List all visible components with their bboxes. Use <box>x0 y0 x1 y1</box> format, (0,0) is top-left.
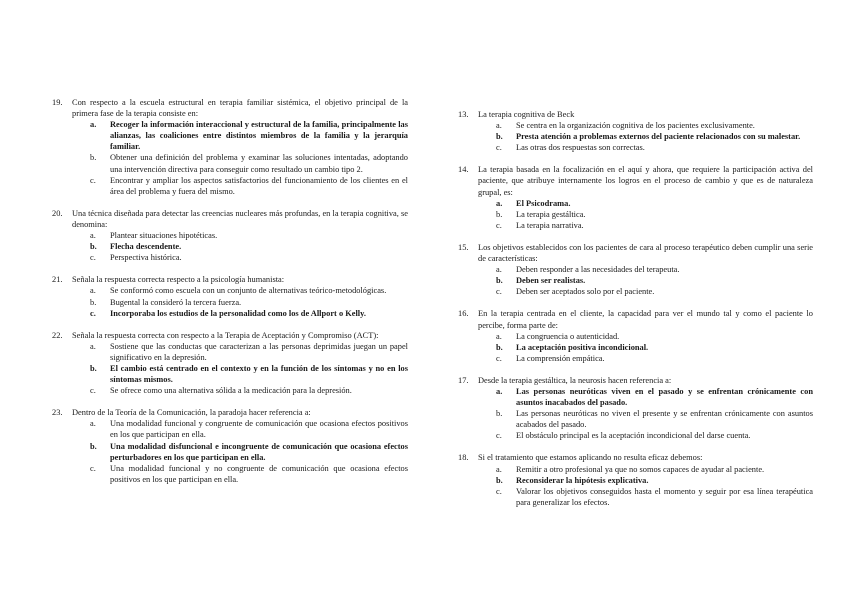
answer-options <box>72 341 408 396</box>
answer-option <box>496 264 813 275</box>
question <box>52 97 408 197</box>
answer-option-correct <box>496 275 813 286</box>
answer-options <box>478 331 813 364</box>
option-text: Deben ser aceptados solo por el paciente. <box>516 287 655 297</box>
question-number: 19. <box>52 98 63 107</box>
option-text: Deben responder a las necesidades del terapeuta. <box>516 265 680 275</box>
option-letter: c. <box>90 463 96 473</box>
question-text: La terapia basada en la focalización en el aquí y ahora, que requiere la participación activa del paciente, que atribuye internamente los logros en el proceso de cambio y que es de naturaleza grupal, es: <box>478 165 813 197</box>
option-text: Perspectiva histórica. <box>110 253 182 263</box>
option-text: Se conformó como escuela con un conjunto de alternativas teórico-metodológicas. <box>110 286 387 296</box>
question-text: En la terapia centrada en el cliente, la capacidad para ver el mundo tal y como el paciente lo percibe, forma parte de: <box>478 309 813 330</box>
option-letter: b. <box>90 242 97 252</box>
option-text: Valorar los objetivos conseguidos hasta el momento y seguir por esa línea terapéutica para generalizar los efectos. <box>516 486 813 507</box>
question-text: La terapia cognitiva de Beck <box>478 110 575 119</box>
option-text: Recoger la información interaccional y estructural de la familia, principalmente las alianzas, las coaliciones entre distintos miembros de la familia y la jerarquía familiar. <box>110 120 408 152</box>
question-number: 20. <box>52 208 63 218</box>
answer-option-correct <box>496 131 813 142</box>
option-text: La terapia narrativa. <box>516 220 584 230</box>
right-column <box>458 109 813 519</box>
option-text: Presta atención a problemas externos del paciente relacionados con su malestar. <box>516 132 801 142</box>
option-text: El Psicodrama. <box>516 198 571 208</box>
option-letter: b. <box>496 475 503 485</box>
option-text: La congruencia o autenticidad. <box>516 331 620 341</box>
option-text: Bugental la consideró la tercera fuerza. <box>110 297 242 307</box>
option-letter: a. <box>90 419 96 429</box>
option-letter: a. <box>496 386 503 396</box>
question-text: Con respecto a la escuela estructural en terapia familiar sistémica, el objetivo principal de la primera fase de la terapia consiste en: <box>72 98 408 119</box>
option-letter: c. <box>90 308 96 318</box>
answer-option-correct <box>496 198 813 209</box>
question-text: Una técnica diseñada para detectar las creencias nucleares más profundas, en la terapia cognitiva, se denomina: <box>72 208 408 229</box>
option-text: Las personas neuróticas no viven el presente y se enfrentan crónicamente con asuntos acabados del pasado. <box>516 409 813 430</box>
option-letter: c. <box>496 431 502 441</box>
question <box>458 375 813 442</box>
option-text: La comprensión empática. <box>516 353 605 363</box>
answer-option <box>496 331 813 342</box>
answer-option <box>90 463 408 485</box>
question-number: 14. <box>458 165 469 175</box>
option-letter: a. <box>496 198 503 208</box>
option-letter: c. <box>496 220 502 230</box>
answer-option <box>90 418 408 440</box>
question <box>458 452 813 507</box>
answer-options <box>72 418 408 485</box>
option-text: Incorporaba los estudios de la personalidad como los de Allport o Kelly. <box>110 308 366 318</box>
option-text: Plantear situaciones hipotéticas. <box>110 231 218 241</box>
answer-option <box>90 252 408 263</box>
answer-option <box>496 486 813 508</box>
question <box>458 164 813 231</box>
option-letter: b. <box>90 153 97 163</box>
answer-option-correct <box>496 386 813 408</box>
option-letter: a. <box>496 121 502 131</box>
option-text: Reconsiderar la hipótesis explicativa. <box>516 475 649 485</box>
question <box>52 208 408 263</box>
answer-option <box>90 297 408 308</box>
option-text: Remitir a otro profesional ya que no somos capaces de ayudar al paciente. <box>516 464 765 474</box>
option-text: Se centra en la organización cognitiva de los pacientes exclusivamente. <box>516 121 755 131</box>
answer-options <box>72 119 408 197</box>
answer-option <box>90 385 408 396</box>
option-letter: b. <box>496 342 503 352</box>
answer-options <box>478 464 813 508</box>
option-letter: b. <box>90 363 97 373</box>
question <box>458 242 813 297</box>
option-letter: b. <box>496 276 503 286</box>
question-text: Señala la respuesta correcta respecto a la psicología humanista: <box>72 275 285 285</box>
option-letter: b. <box>496 209 503 219</box>
option-text: Flecha descendente. <box>110 242 182 252</box>
answer-option-correct <box>90 241 408 252</box>
answer-options <box>478 120 813 153</box>
answer-option <box>496 408 813 430</box>
option-text: El obstáculo principal es la aceptación incondicional del darse cuenta. <box>516 431 751 441</box>
option-letter: c. <box>496 486 502 496</box>
option-text: Se ofrece como una alternativa sólida a la medicación para la depresión. <box>110 386 352 396</box>
option-text: El cambio está centrado en el contexto y en la función de los síntomas y no en los síntomas mismos. <box>110 363 408 385</box>
question-number: 15. <box>458 242 469 252</box>
question <box>458 308 813 363</box>
option-letter: a. <box>90 120 97 130</box>
question-text: Si el tratamiento que estamos aplicando no resulta eficaz debemos: <box>478 453 703 463</box>
question-text: Desde la terapia gestáltica, la neurosis hacen referencia a: <box>478 375 672 385</box>
question-text: Los objetivos establecidos con los pacientes de cara al proceso terapéutico deben cumplir una serie de características: <box>478 242 813 264</box>
answer-option-correct <box>90 119 408 152</box>
question-number: 13. <box>458 110 469 119</box>
option-text: Deben ser realistas. <box>516 276 586 286</box>
question <box>52 407 408 485</box>
option-text: Obtener una definición del problema y examinar las soluciones intentadas, adoptando una intervención directiva para conseguir como resultado un cambio tipo 2. <box>110 153 408 174</box>
answer-options <box>478 198 813 231</box>
option-letter: a. <box>90 341 96 351</box>
answer-option-correct <box>90 441 408 463</box>
option-text: La terapia gestáltica. <box>516 209 586 219</box>
option-text: Sostiene que las conductas que caracterizan a las personas deprimidas juegan un papel significativo en la depresión. <box>110 341 408 362</box>
question <box>52 330 408 397</box>
option-letter: a. <box>496 331 502 341</box>
answer-option-correct <box>496 342 813 353</box>
answer-option-correct <box>90 308 408 319</box>
answer-options <box>72 285 408 318</box>
option-letter: c. <box>496 143 502 153</box>
question-number: 16. <box>458 309 469 319</box>
answer-option <box>90 152 408 174</box>
option-text: Las otras dos respuestas son correctas. <box>516 143 645 153</box>
option-text: Una modalidad funcional y no congruente de comunicación que ocasiona efectos positivos en los que participan en ella. <box>110 463 408 484</box>
option-letter: c. <box>496 287 502 297</box>
question <box>458 109 813 153</box>
answer-options <box>72 230 408 263</box>
option-letter: c. <box>90 386 96 396</box>
answer-option <box>496 464 813 475</box>
option-letter: c. <box>90 253 96 263</box>
option-letter: a. <box>496 265 502 275</box>
option-text: La aceptación positiva incondicional. <box>516 342 649 352</box>
option-letter: b. <box>496 409 503 419</box>
answer-option <box>90 341 408 363</box>
answer-option <box>496 430 813 441</box>
question-number: 23. <box>52 408 63 418</box>
option-letter: c. <box>496 353 502 363</box>
option-text: Una modalidad funcional y congruente de comunicación que ocasiona efectos positivos en los que participan en ella. <box>110 419 408 440</box>
answer-option <box>496 142 813 153</box>
option-letter: a. <box>90 231 96 241</box>
question-text: Señala la respuesta correcta con respecto a la Terapia de Aceptación y Compromiso (ACT): <box>72 330 379 340</box>
question-text: Dentro de la Teoría de la Comunicación, la paradoja hacer referencia a: <box>72 408 311 418</box>
option-letter: b. <box>90 441 97 451</box>
option-letter: b. <box>496 132 503 142</box>
answer-option <box>496 286 813 297</box>
answer-option-correct <box>496 475 813 486</box>
option-letter: c. <box>90 175 96 185</box>
left-column <box>52 97 408 496</box>
answer-option-correct <box>90 363 408 385</box>
answer-option <box>90 285 408 296</box>
question-number: 22. <box>52 330 63 340</box>
option-letter: a. <box>496 464 502 474</box>
answer-options <box>478 264 813 297</box>
answer-option <box>496 209 813 220</box>
question-number: 17. <box>458 375 469 385</box>
option-text: Encontrar y ampliar los aspectos satisfactorios del funcionamiento de los clientes en el área del problema y fuera del mismo. <box>110 175 408 196</box>
answer-option <box>496 220 813 231</box>
answer-option <box>496 120 813 131</box>
answer-options <box>478 386 813 441</box>
option-text: Las personas neuróticas viven en el pasado y se enfrentan crónicamente con asuntos inacabados del pasado. <box>516 386 813 408</box>
question-number: 21. <box>52 275 63 285</box>
option-text: Una modalidad disfuncional e incongruente de comunicación que ocasiona efectos perturbadores en los que participan en ella. <box>110 441 408 462</box>
answer-option <box>90 175 408 197</box>
question <box>52 274 408 318</box>
answer-option <box>496 353 813 364</box>
answer-option <box>90 230 408 241</box>
question-number: 18. <box>458 453 469 463</box>
option-letter: a. <box>90 286 96 296</box>
option-letter: b. <box>90 297 97 307</box>
